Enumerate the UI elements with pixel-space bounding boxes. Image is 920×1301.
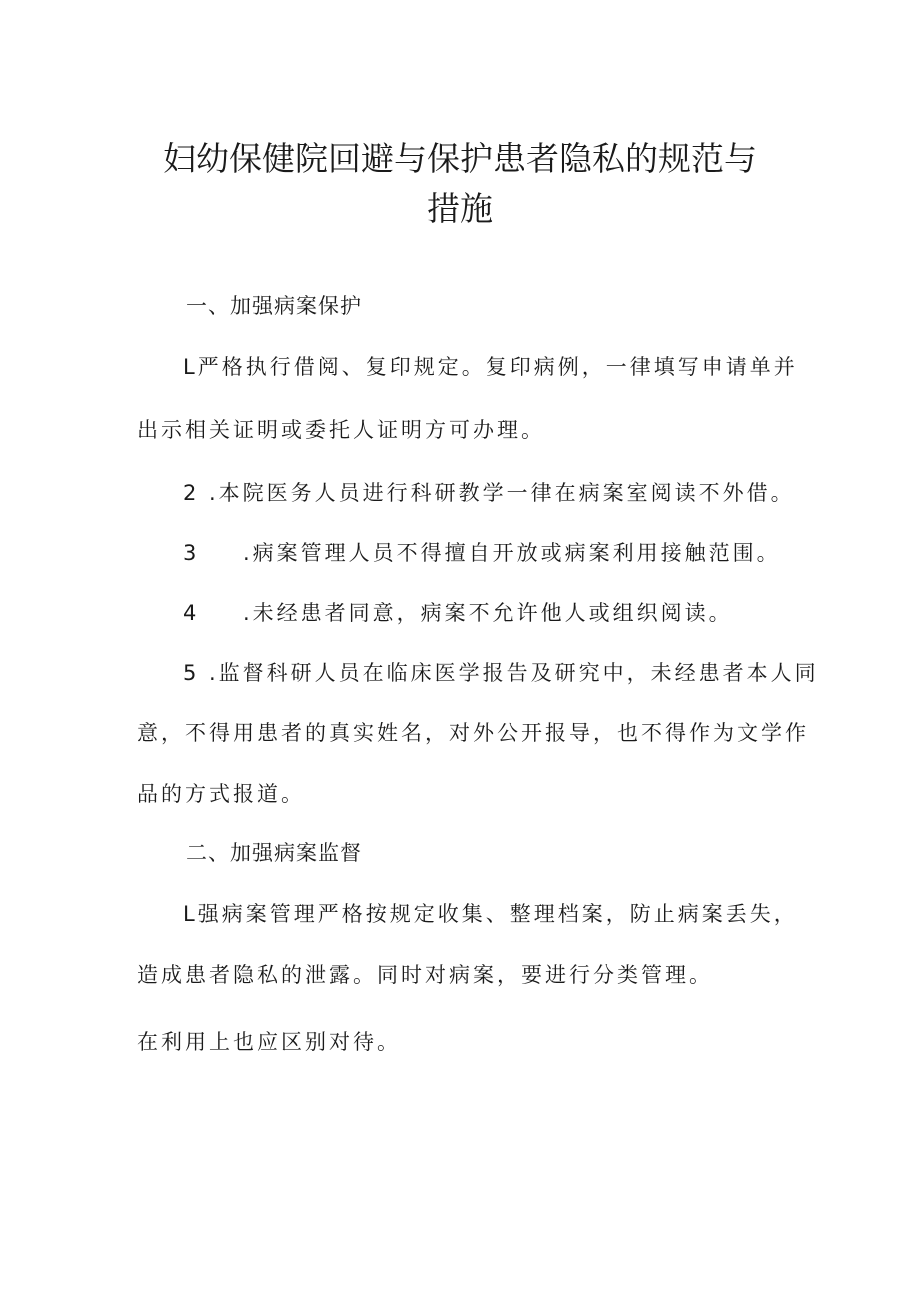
item-4-text: .未经患者同意，病案不允许他人或组织阅读。 bbox=[243, 601, 733, 625]
item-2-number: 2 bbox=[183, 481, 200, 505]
section-1-item-2 bbox=[183, 483, 795, 504]
item-3-text: .病案管理人员不得擅自开放或病案利用接触范围。 bbox=[243, 541, 781, 565]
document-title-line-1: 妇幼保健院回避与保护患者隐私的规范与 bbox=[163, 139, 757, 178]
section-2-item-1-line-2: 造成患者隐私的泄露。同时对病案，要进行分类管理。 bbox=[137, 963, 713, 987]
item-5-number: 5 bbox=[183, 661, 200, 685]
document-title-line-2: 措施 bbox=[427, 189, 493, 228]
section-1-item-5-line-3: 品的方式报道。 bbox=[137, 782, 305, 806]
section-1-item-4 bbox=[183, 603, 733, 624]
section-2-item-1-line-1: L强病案管理严格按规定收集、整理档案，防止病案丢失， bbox=[183, 902, 798, 926]
section-1-item-5-line-2: 意，不得用患者的真实姓名，对外公开报导，也不得作为文学作 bbox=[137, 721, 809, 745]
item-2-text: .本院医务人员进行科研教学一律在病案室阅读不外借。 bbox=[209, 481, 795, 505]
section-1-item-1-line-1: L严格执行借阅、复印规定。复印病例，一律填写申请单并 bbox=[183, 355, 798, 379]
section-1-item-3 bbox=[183, 543, 781, 564]
item-3-number: 3 bbox=[183, 541, 200, 565]
section-2-heading: 二、加强病案监督 bbox=[186, 841, 362, 865]
item-5-text: .监督科研人员在临床医学报告及研究中，未经患者本人同 bbox=[209, 661, 819, 685]
section-1-item-1-line-2: 出示相关证明或委托人证明方可办理。 bbox=[137, 418, 545, 442]
item-4-number: 4 bbox=[183, 601, 200, 625]
section-1-item-5-line-1 bbox=[183, 663, 819, 684]
section-1-heading: 一、加强病案保护 bbox=[186, 294, 362, 318]
section-2-item-1-line-3: 在利用上也应区别对待。 bbox=[137, 1030, 401, 1054]
